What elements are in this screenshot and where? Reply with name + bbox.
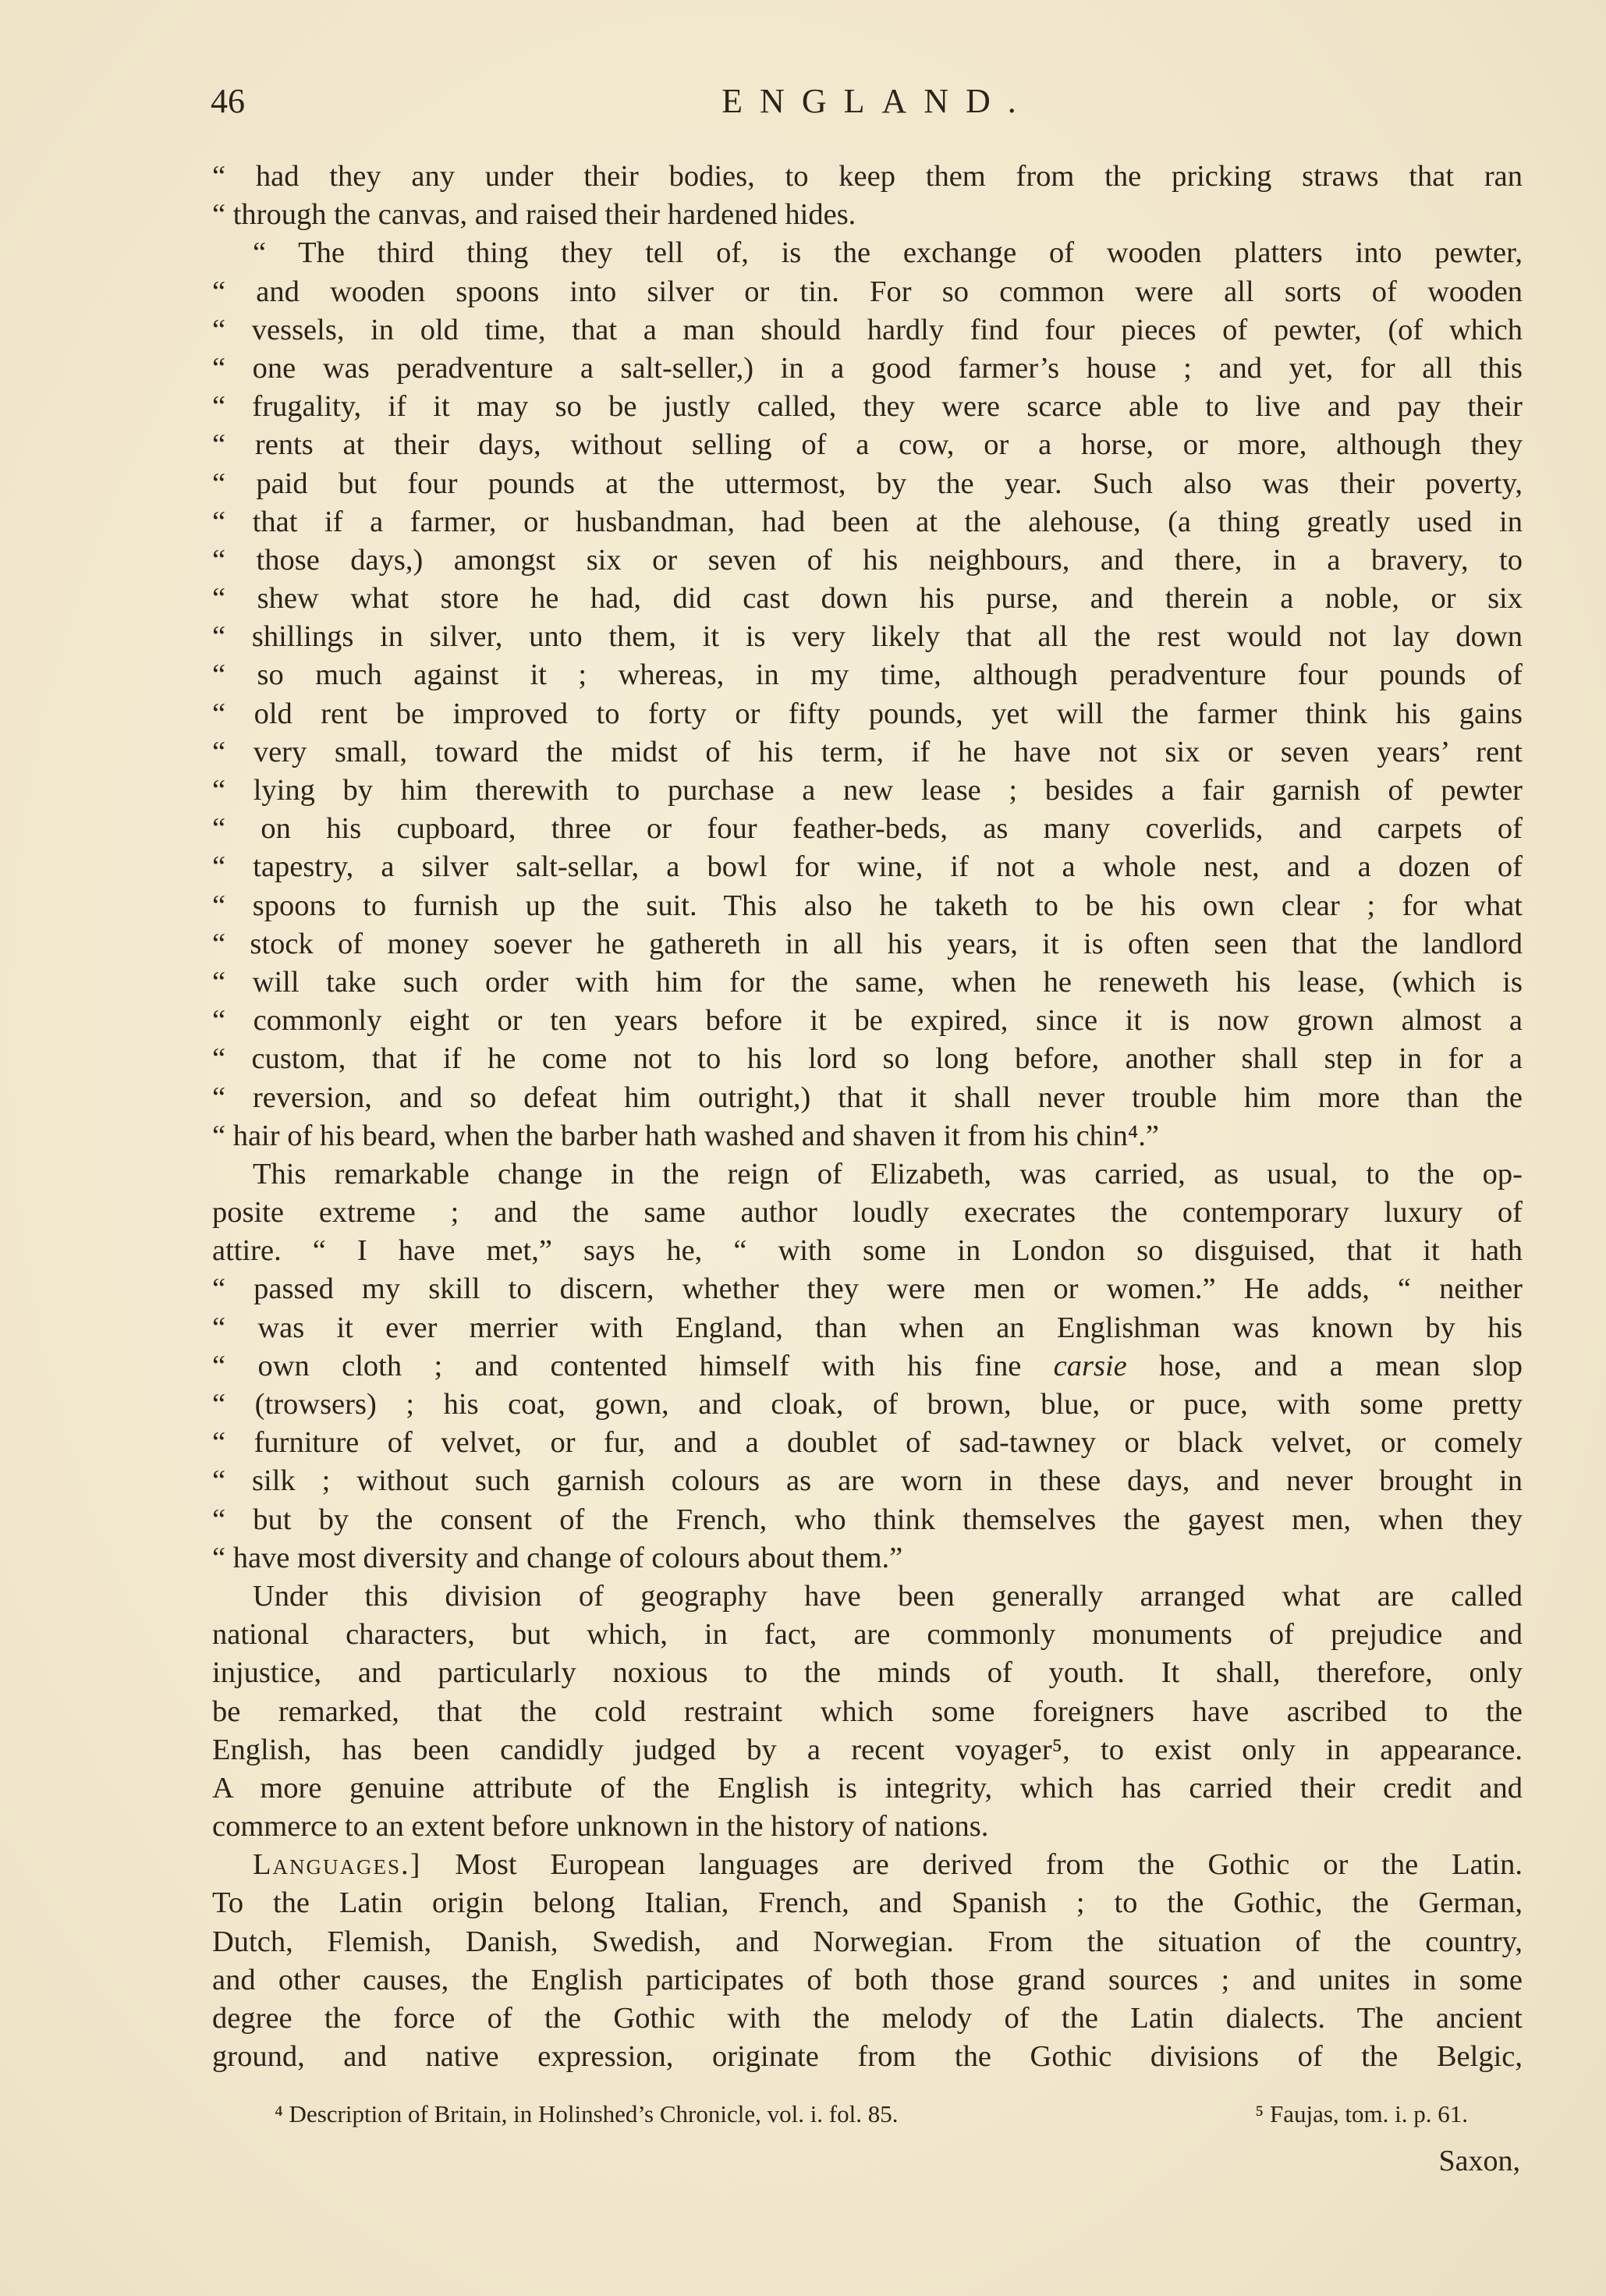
text-line: “ reversion, and so defeat him outright,) that it shall never trouble him more than the <box>212 1081 1523 1114</box>
text-line: A more genuine attribute of the English is integrity, which has carried their credit and <box>212 1771 1523 1805</box>
text-line: English, has been candidly judged by a recent voyager⁵, to exist only in appearance. <box>212 1733 1523 1766</box>
text-line: “ that if a farmer, or husbandman, had been at the alehouse, (a thing greatly used in <box>212 505 1523 538</box>
text-line: “ frugality, if it may so be justly called, they were scarce able to live and pay their <box>212 390 1523 424</box>
text-line: “ so much against it ; whereas, in my time, although peradventure four pounds of <box>212 658 1523 692</box>
text-line: “ through the canvas, and raised their hardened hides. <box>212 198 856 232</box>
italic-word: carsie <box>1053 1349 1127 1382</box>
text-line: “ old rent be improved to forty or fifty pounds, yet will the farmer think his gains <box>212 697 1523 730</box>
text-run: hose, and a mean slop <box>1126 1349 1523 1382</box>
text-line: “ vessels, in old time, that a man should hardly find four pieces of pewter, (of which <box>212 313 1523 346</box>
text-line: “ custom, that if he come not to his lord so long before, another shall step in for a <box>212 1042 1523 1076</box>
text-line: “ shillings in silver, unto them, it is very likely that all the rest would not lay down <box>212 620 1523 654</box>
text-line: “ hair of his beard, when the barber hath washed and shaven it from his chin⁴.” <box>212 1119 1160 1152</box>
text-line: ground, and native expression, originate from the Gothic divisions of the Belgic, <box>212 2040 1523 2074</box>
text-line: Under this division of geography have been generally arranged what are called <box>253 1579 1523 1613</box>
footnotes <box>275 2099 1468 2130</box>
text-line: Dutch, Flemish, Danish, Swedish, and Norwegian. From the situation of the country, <box>212 1925 1523 1958</box>
text-run: “ own cloth ; and contented himself with his fine <box>212 1349 1054 1382</box>
text-line: “ had they any under their bodies, to keep them from the pricking straws that ran <box>212 160 1523 193</box>
text-line: and other causes, the English participates of both those grand sources ; and unites in some <box>212 1963 1523 1996</box>
text-line: “ stock of money soever he gathereth in all his years, it is often seen that the landlord <box>212 927 1523 960</box>
text-line <box>212 1347 1523 1386</box>
catchword: Saxon, <box>1438 2145 1520 2177</box>
text-line: “ furniture of velvet, or fur, and a doublet of sad-tawney or black velvet, or comely <box>212 1426 1523 1460</box>
text-line: “ silk ; without such garnish colours as are worn in these days, and never brought in <box>212 1464 1523 1498</box>
text-line: “ one was peradventure a salt-seller,) in a good farmer’s house ; and yet, for all this <box>212 351 1523 385</box>
text-line: “ passed my skill to discern, whether they were men or women.” He adds, “ neither <box>212 1272 1523 1306</box>
text-line: “ those days,) amongst six or seven of his neighbours, and there, in a bravery, to <box>212 543 1523 577</box>
text-line <box>212 1846 1523 1884</box>
page-number: 46 <box>211 82 245 120</box>
text-line: attire. “ I have met,” says he, “ with some in London so disguised, that it hath <box>212 1234 1523 1268</box>
text-line: “ but by the consent of the French, who think themselves the gayest men, when they <box>212 1503 1523 1536</box>
text-line: “ rents at their days, without selling of a cow, or a horse, or more, although they <box>212 428 1523 462</box>
text-line: “ very small, toward the midst of his term, if he have not six or seven years’ rent <box>212 735 1523 768</box>
text-line: “ and wooden spoons into silver or tin. For so common were all sorts of wooden <box>212 275 1523 308</box>
text-line: commerce to an extent before unknown in the history of nations. <box>212 1810 989 1844</box>
page-header <box>211 81 1521 128</box>
text-line: “ tapestry, a silver salt-sellar, a bowl for wine, if not a whole nest, and a dozen of <box>212 850 1523 884</box>
text-line: injustice, and particularly noxious to the minds of youth. It shall, therefore, only <box>212 1656 1523 1690</box>
text-line: posite extreme ; and the same author loudly execrates the contemporary luxury of <box>212 1196 1523 1230</box>
text-line: “ The third thing they tell of, is the exchange of wooden platters into pewter, <box>253 236 1523 270</box>
text-line: “ commonly eight or ten years before it be expired, since it is now grown almost a <box>212 1004 1523 1038</box>
text-line: degree the force of the Gothic with the melody of the Latin dialects. The ancient <box>212 2002 1523 2035</box>
text-line: “ shew what store he had, did cast down his purse, and therein a noble, or six <box>212 582 1523 616</box>
running-head: ENGLAND. <box>721 82 1033 120</box>
text-line: “ (trowsers) ; his coat, gown, and cloak, of brown, blue, or puce, with some pretty <box>212 1388 1523 1421</box>
text-line: “ will take such order with him for the same, when he reneweth his lease, (which is <box>212 965 1523 999</box>
text-line: “ on his cupboard, three or four feather-beds, as many coverlids, and carpets of <box>212 812 1523 846</box>
text-line: “ paid but four pounds at the uttermost, by the year. Such also was their poverty, <box>212 467 1523 500</box>
text-line: be remarked, that the cold restraint which some foreigners have ascribed to the <box>212 1694 1523 1728</box>
body-text <box>212 158 1523 2076</box>
text-line: “ lying by him therewith to purchase a new lease ; besides a fair garnish of pewter <box>212 774 1523 807</box>
footnote-4: ⁴ Description of Britain, in Holinshed’s Chronicle, vol. i. fol. 85. <box>275 2100 899 2127</box>
text-line: “ was it ever merrier with England, than when an Englishman was known by his <box>212 1311 1523 1344</box>
text-line: “ have most diversity and change of colours about them.” <box>212 1541 903 1574</box>
text-line: This remarkable change in the reign of Elizabeth, was carried, as usual, to the op- <box>253 1157 1523 1191</box>
text-line: “ spoons to furnish up the suit. This also he taketh to be his own clear ; for what <box>212 889 1523 922</box>
footnote-5: ⁵ Faujas, tom. i. p. 61. <box>1255 2100 1468 2127</box>
text-line: To the Latin origin belong Italian, French, and Spanish ; to the Gothic, the German, <box>212 1886 1523 1920</box>
text-line: national characters, but which, in fact, are commonly monuments of prejudice and <box>212 1618 1523 1652</box>
section-heading: Languages.] <box>253 1848 422 1882</box>
text-run: Most European languages are derived from the Gothic or the Latin. <box>421 1848 1523 1882</box>
